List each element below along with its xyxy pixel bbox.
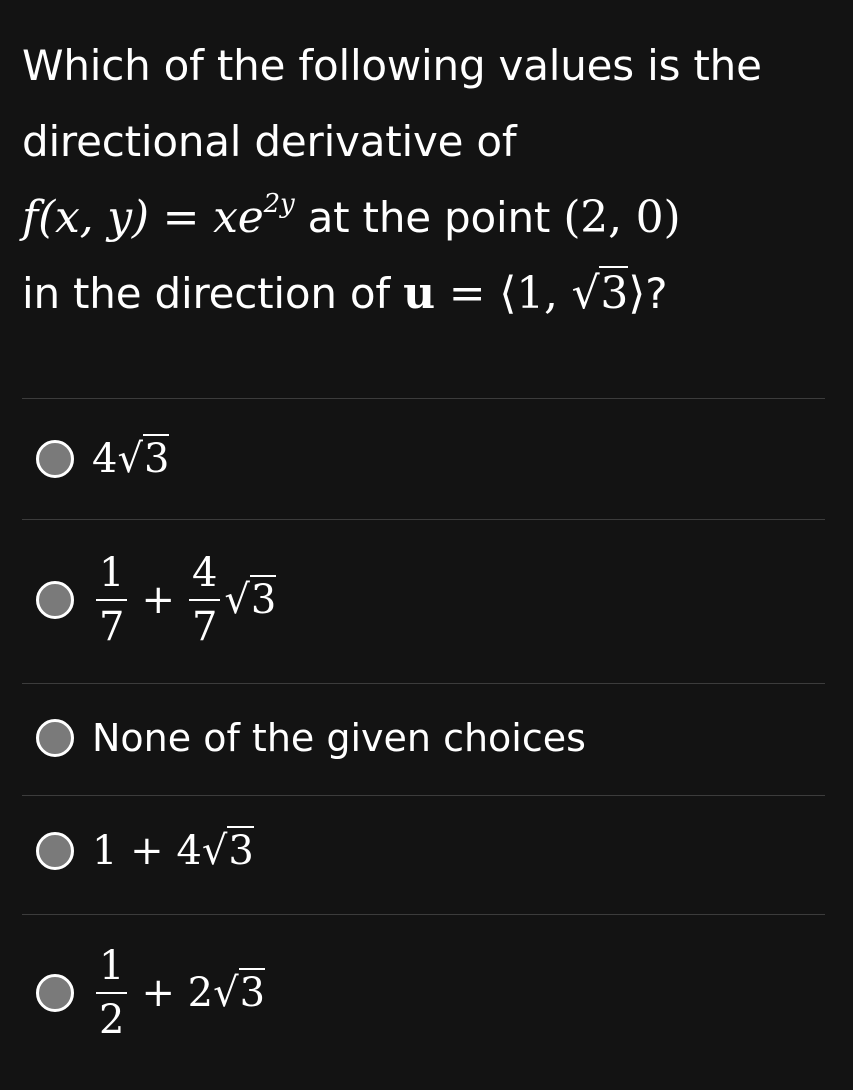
answer-option-3[interactable] [22, 695, 825, 781]
fraction: $\frac{1}{7}$ [96, 551, 127, 649]
question-line-3 [22, 180, 832, 256]
answer-option-label: $\frac{1}{2}$ + 2 √3 [92, 944, 265, 1042]
radio-button[interactable] [36, 719, 74, 757]
question-mark: ? [645, 269, 668, 318]
question-text [22, 28, 832, 332]
fraction: $\frac{1}{2}$ [96, 944, 127, 1042]
divider [22, 914, 825, 915]
answer-option-2[interactable] [22, 535, 825, 665]
divider [22, 683, 825, 684]
radio-button[interactable] [36, 832, 74, 870]
answer-option-label: None of the given choices [92, 716, 586, 760]
question-line-2: directional derivative of [22, 117, 517, 166]
answer-option-label: 4 √3 [92, 436, 170, 482]
point-value: (2, 0) [563, 192, 681, 243]
function-definition: f(x, $y) = xe^{2y}$ [22, 189, 295, 243]
direction-vector: u = ⟨1, √3⟩ [403, 268, 646, 319]
fraction: $\frac{4}{7}$ [189, 551, 220, 649]
question-line-4 [22, 256, 832, 332]
radio-button[interactable] [36, 581, 74, 619]
answer-option-5[interactable] [22, 928, 825, 1058]
radio-button[interactable] [36, 440, 74, 478]
divider [22, 519, 825, 520]
question-line-1: Which of the following values is the [22, 41, 762, 90]
answer-option-label: 1 + 4 √3 [92, 828, 254, 874]
direction-text: in the direction of [22, 269, 404, 318]
divider [22, 795, 825, 796]
at-the-point-text: at the point [294, 193, 564, 242]
answer-option-4[interactable] [22, 812, 825, 890]
divider [22, 398, 825, 399]
radio-button[interactable] [36, 974, 74, 1012]
answer-option-label: $\frac{1}{7}$ + $\frac{4}{7}$ √3 [92, 551, 276, 649]
answer-option-1[interactable] [22, 420, 825, 498]
